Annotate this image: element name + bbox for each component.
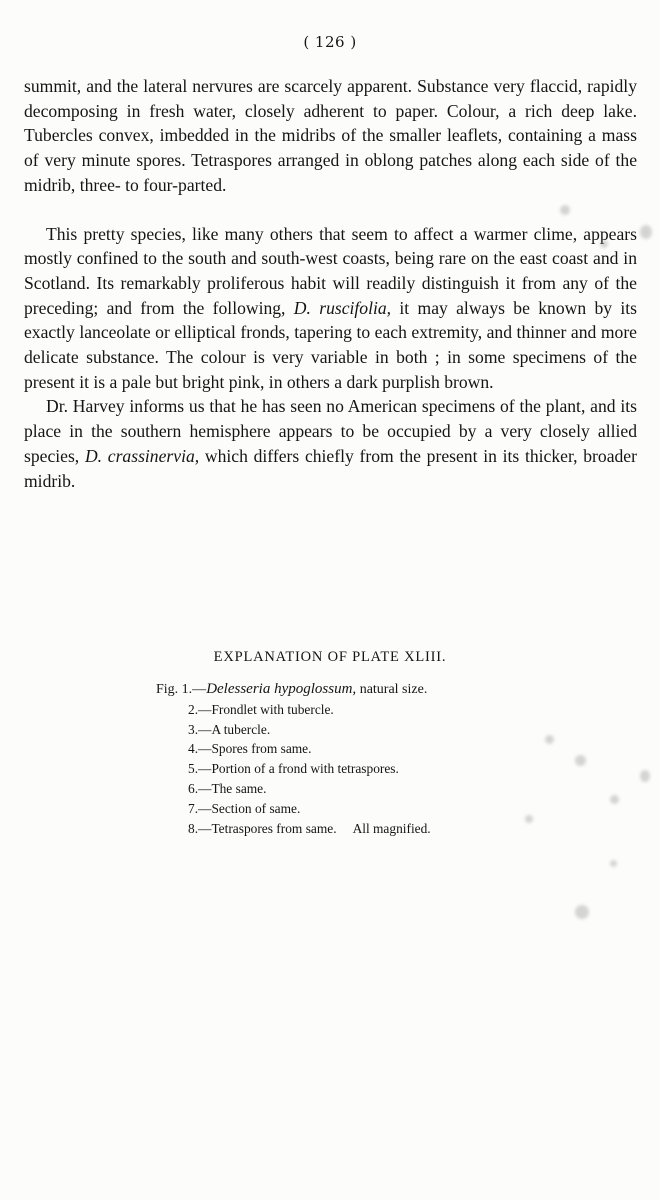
figure-1-species: Delesseria hypoglossum,: [206, 681, 357, 697]
paper-speck: [610, 795, 619, 804]
paper-speck: [575, 905, 589, 919]
body-text: [24, 74, 637, 493]
figure-list: [0, 680, 660, 838]
figure-item-5: 5.—Portion of a frond with tetraspores.: [188, 761, 399, 777]
paragraph-2: [24, 222, 637, 395]
paper-speck: [600, 240, 608, 248]
figure-item-4: 4.—Spores from same.: [188, 741, 312, 757]
figure-item-7: 7.—Section of same.: [188, 800, 301, 816]
plate-explanation: [0, 649, 660, 838]
paragraph-text: Dr. Harvey informs us that he has seen no American specimens of the plant, and its place in the southern hemisphere appears to be occupied by a very closely allied species,: [24, 396, 637, 466]
figure-1-suffix: natural size.: [356, 682, 428, 697]
paper-speck: [525, 815, 533, 823]
paragraph-1: [24, 74, 637, 198]
paragraph-text: which differs chiefly from the present in its thicker, broader midrib.: [24, 445, 637, 491]
paper-speck: [640, 770, 650, 782]
paragraph-text: summit, and the lateral nervures are scarcely apparent. Substance very flaccid, rapidly decomposing in fresh water, closely adherent to paper. Colour, a rich deep lake. Tubercles convex, imbedded in the midribs of the smaller leaflets, containing a mass of very minute spores. Tetraspores arranged in oblong patches along each side of the midrib, three- to four-parted.: [24, 76, 637, 195]
figure-item-3: 3.—A tubercle.: [188, 721, 271, 737]
figure-1-prefix: Fig. 1.—: [156, 682, 207, 697]
paragraph-3: [24, 394, 637, 493]
paper-speck: [560, 205, 570, 215]
figure-item-1: [0, 680, 660, 700]
figure-item-8: 8.—Tetraspores from same. All magnified.: [188, 820, 431, 836]
paper-speck: [545, 735, 554, 744]
paper-speck: [575, 755, 586, 766]
page-number: ( 126 ): [303, 33, 357, 51]
paper-speck: [610, 860, 617, 867]
paragraph-text: This pretty species, like many others that seem to affect a warmer clime, appears mostly confined to the south and south-west coasts, being rare on the east coast and in Scotland. Its remarkably proliferous habit will readily distinguish it from any of the preceding; and from the following,: [24, 223, 637, 318]
plate-explanation-title: EXPLANATION OF PLATE XLIII.: [213, 649, 447, 665]
paragraph-text: it may always be known by its exactly lanceolate or elliptical fronds, tapering to each extremity, and thinner and more delicate substance. The colour is very variable in both ; in some specimens of the present it is a pale but bright pink, in others a dark purplish brown.: [24, 297, 637, 392]
figure-item-6: 6.—The same.: [188, 780, 267, 796]
italic-species-name: D. crassinervia,: [84, 445, 200, 466]
figure-item-2: 2.—Frondlet with tubercle.: [188, 701, 334, 717]
italic-species-name: D. ruscifolia,: [293, 297, 392, 318]
paper-speck: [640, 225, 652, 239]
